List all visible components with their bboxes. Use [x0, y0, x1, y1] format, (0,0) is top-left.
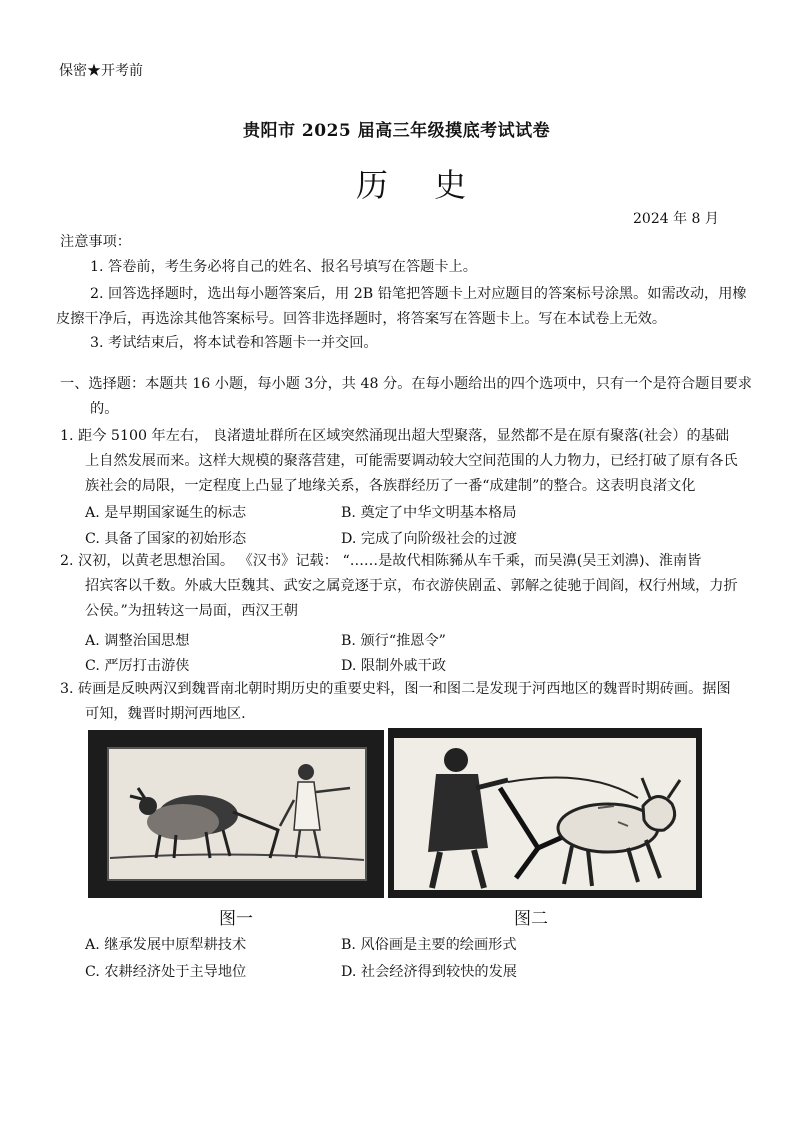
q1-option-a: A. 是早期国家诞生的标志 — [85, 505, 247, 521]
confidential-mark: 保密★开考前 — [59, 63, 143, 79]
q2-stem-line1: 2. 汉初，以黄老思想治国。 《汉书》记载： “……是故代相陈豨从车千乘，而吴濞(吴王刘濞)、淮南皆 — [60, 553, 702, 569]
notes-item-3: 3. 考试结束后，将本试卷和答题卡一并交回。 — [90, 335, 378, 351]
q1-stem-line1: 1. 距今 5100 年左右， 良渚遗址群所在区域突然涌现出超大型聚落，显然都不是在原有聚落(社会）的基础 — [60, 428, 730, 444]
figure-1-brick-painting — [88, 730, 384, 898]
q2-option-b: B. 颁行“推恩令” — [341, 633, 446, 649]
q2-stem-line2: 招宾客以千数。外戚大臣魏其、武安之属竞逐于京，布衣游侠剧孟、郭解之徒驰于闾阎，权行州域，力折 — [85, 578, 738, 594]
subject-title: 历 史 — [356, 166, 485, 204]
farmer-plowing-illustration — [388, 728, 702, 898]
section-heading-line2: 的。 — [90, 401, 119, 417]
q2-stem-line3: 公侯。”为扭转这一局面，西汉王朝 — [85, 603, 298, 619]
q1-stem-line3: 族社会的局限，一定程度上凸显了地缘关系，各族群经历了一番“成建制”的整合。这表明良渚文化 — [85, 478, 696, 494]
notes-heading: 注意事项： — [60, 234, 131, 250]
figure-2-brick-painting — [388, 728, 702, 898]
q2-option-c: C. 严厉打击游侠 — [85, 658, 190, 674]
q1-option-c: C. 具备了国家的初始形态 — [85, 531, 247, 547]
q3-stem-line1: 3. 砖画是反映两汉到魏晋南北朝时期历史的重要史料，图一和图二是发现于河西地区的魏晋时期砖画。据图 — [60, 681, 731, 697]
exam-title: 贵阳市 2025 届高三年级摸底考试试卷 — [243, 121, 551, 141]
q2-option-a: A. 调整治国思想 — [85, 633, 190, 649]
ox-plowing-illustration — [88, 730, 384, 898]
exam-date: 2024 年 8 月 — [633, 211, 719, 227]
section-heading-line1: 一、选择题：本题共 16 小题，每小题 3分，共 48 分。在每小题给出的四个选项中，只有一个是符合题目要求 — [60, 376, 752, 392]
q1-option-b: B. 奠定了中华文明基本格局 — [341, 505, 517, 521]
q3-option-b: B. 风俗画是主要的绘画形式 — [341, 937, 517, 953]
figure-2-caption: 图二 — [514, 909, 548, 929]
notes-item-2-line2: 皮擦干净后，再选涂其他答案标号。回答非选择题时，将答案写在答题卡上。写在本试卷上无效。 — [56, 311, 667, 327]
figure-1-caption: 图一 — [219, 909, 253, 929]
q1-option-d: D. 完成了向阶级社会的过渡 — [341, 531, 517, 547]
q3-stem-line2: 可知，魏晋时期河西地区. — [85, 706, 246, 722]
notes-item-2-line1: 2. 回答选择题时，选出每小题答案后，用 2B 铅笔把答题卡上对应题目的答案标号涂黑。如需改动，用橡 — [90, 286, 747, 302]
q3-option-c: C. 农耕经济处于主导地位 — [85, 964, 247, 980]
q3-option-a: A. 继承发展中原犁耕技术 — [85, 937, 247, 953]
q1-stem-line2: 上自然发展而来。这样大规模的聚落营建，可能需要调动较大空间范围的人力物力，已经打破了原有各氏 — [85, 453, 738, 469]
notes-item-1: 1. 答卷前，考生务必将自己的姓名、报名号填写在答题卡上。 — [90, 259, 477, 275]
q2-option-d: D. 限制外戚干政 — [341, 658, 447, 674]
q3-option-d: D. 社会经济得到较快的发展 — [341, 964, 517, 980]
